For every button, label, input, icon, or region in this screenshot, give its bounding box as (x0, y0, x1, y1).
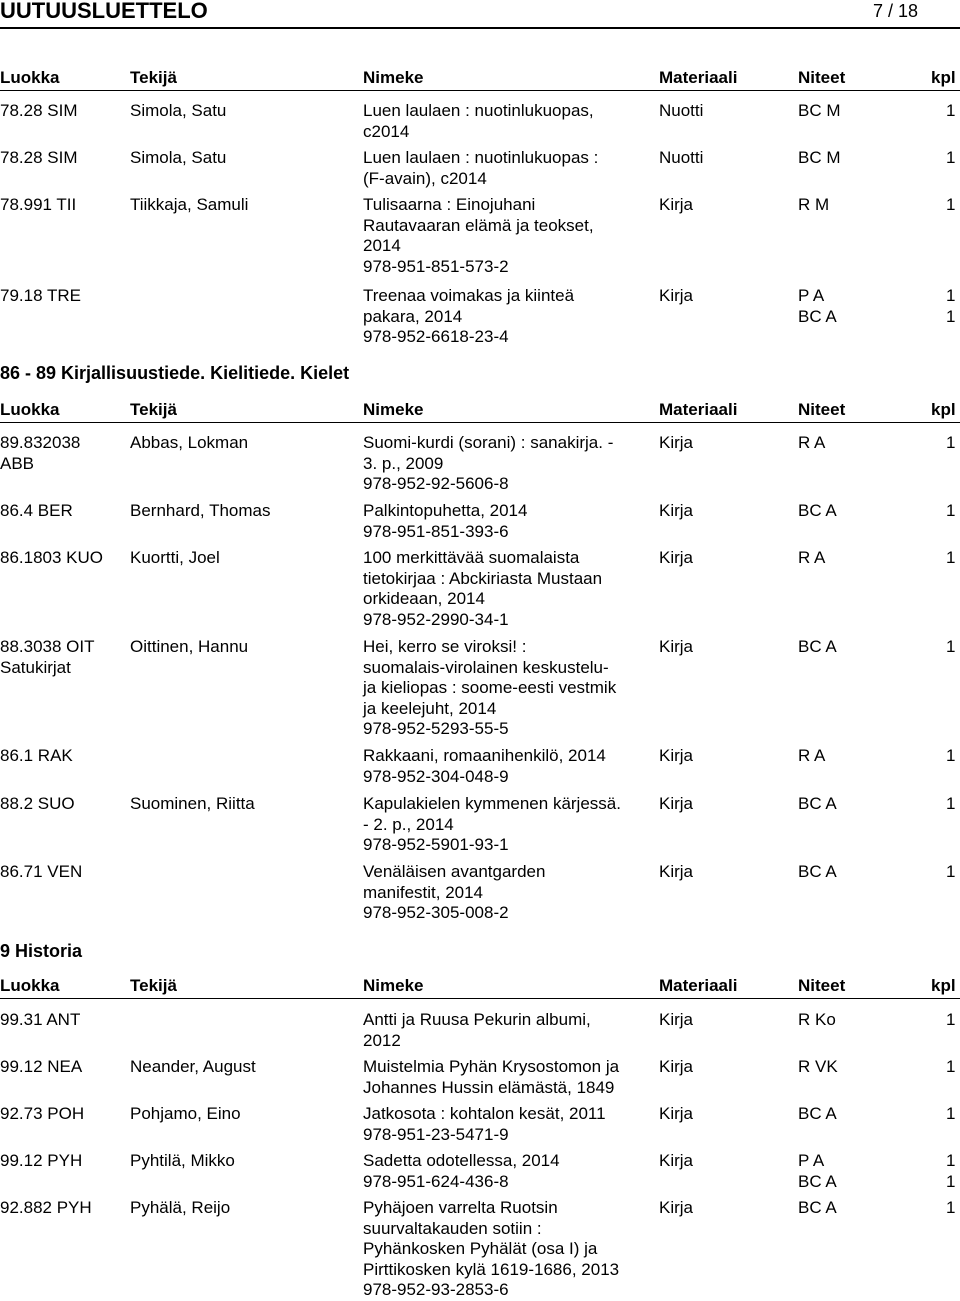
entry-luokka (0, 548, 103, 569)
entry-kpl-line: 1 (946, 1151, 956, 1170)
entry-luokka-line: 92.73 POH (0, 1104, 85, 1123)
entry-niteet (798, 433, 825, 454)
entry-niteet (798, 1010, 836, 1031)
entry-kpl-line: 1 (946, 1010, 956, 1029)
header-divider (0, 422, 960, 423)
page-number: 7 / 18 (872, 1, 918, 21)
entry-kpl-line: 1 (946, 306, 956, 326)
entry-kpl-line: 1 (946, 501, 956, 520)
column-header-niteet: Niteet (798, 68, 846, 87)
column-header-materiaali: Materiaali (659, 68, 738, 87)
column-header-row (0, 400, 960, 420)
entry-nimeke-line: Johannes Hussin elämästä, 1849 (363, 1077, 615, 1097)
entry-materiaali: Kirja (659, 862, 694, 881)
entry-nimeke-line: pakara, 2014 (363, 306, 463, 326)
entry-kpl (946, 746, 955, 767)
entry-kpl (946, 101, 955, 122)
entry-nimeke (363, 1198, 619, 1301)
entry-kpl (946, 433, 955, 454)
entry-nimeke-line: 978-952-93-2853-6 (363, 1280, 509, 1300)
entry-kpl (946, 1198, 955, 1219)
entry-niteet (798, 794, 837, 815)
entry-materiaali: Kirja (659, 1151, 694, 1170)
entry-nimeke-line: tietokirjaa : Abckiriasta Mustaan (363, 568, 603, 588)
entry-niteet-line: BC A (798, 501, 837, 520)
entry-materiaali: Nuotti (659, 101, 704, 120)
entry-niteet-line: R A (798, 746, 826, 765)
column-header-kpl: kpl (931, 68, 956, 87)
entry-nimeke (363, 433, 613, 495)
entry-nimeke (363, 195, 594, 277)
entry-nimeke-line: c2014 (363, 121, 410, 141)
entry-kpl-line: 1 (946, 101, 956, 120)
column-header-row (0, 976, 960, 996)
entry-niteet-line: BC A (798, 862, 837, 881)
entry-materiaali: Kirja (659, 548, 694, 567)
entry-nimeke-line: Rakkaani, romaanihenkilö, 2014 (363, 746, 606, 765)
entry-luokka (0, 1104, 84, 1125)
entry-tekija: Pyhtilä, Mikko (130, 1151, 235, 1170)
entry-kpl (946, 794, 955, 815)
entry-nimeke-line: Palkintopuhetta, 2014 (363, 501, 528, 520)
column-header-luokka: Luokka (0, 68, 60, 87)
entry-niteet-line: R A (798, 548, 826, 567)
column-header-luokka: Luokka (0, 976, 60, 995)
entry-tekija: Kuortti, Joel (130, 548, 220, 567)
entry-luokka-line: 92.882 PYH (0, 1198, 92, 1217)
entry-niteet (798, 1151, 837, 1192)
entry-niteet (798, 746, 825, 767)
entry-nimeke-line: 978-952-304-048-9 (363, 766, 509, 786)
entry-nimeke (363, 1104, 606, 1145)
entry-luokka-line: 99.31 ANT (0, 1010, 81, 1029)
entry-kpl-line: 1 (946, 1057, 956, 1076)
entry-nimeke-line: 978-952-92-5606-8 (363, 474, 509, 494)
entry-kpl (946, 501, 955, 522)
entry-niteet-line: BC A (798, 794, 837, 813)
entry-nimeke-line: Sadetta odotellessa, 2014 (363, 1151, 560, 1170)
entry-kpl (946, 548, 955, 569)
entry-nimeke-line: Pyhänkosken Pyhälät (osa I) ja (363, 1239, 598, 1259)
entry-niteet-line: BC A (798, 1171, 837, 1191)
entry-luokka (0, 195, 76, 216)
entry-nimeke (363, 148, 598, 189)
entry-nimeke-line: - 2. p., 2014 (363, 814, 454, 834)
entry-kpl (946, 1104, 955, 1125)
column-header-niteet: Niteet (798, 976, 846, 995)
entry-luokka (0, 1010, 80, 1031)
column-header-niteet: Niteet (798, 400, 846, 419)
entry-nimeke-line: Luen laulaen : nuotinlukuopas : (363, 148, 599, 167)
entry-nimeke-line: Suomi-kurdi (sorani) : sanakirja. - (363, 433, 614, 452)
entry-nimeke-line: Venäläisen avantgarden (363, 862, 546, 881)
entry-materiaali: Kirja (659, 501, 694, 520)
entry-nimeke-line: Kapulakielen kymmenen kärjessä. (363, 794, 621, 813)
entry-nimeke-line: suomalais-virolainen keskustelu- (363, 657, 609, 677)
entry-luokka-line: 86.4 BER (0, 501, 73, 520)
page-title: UUTUUSLUETTELO (0, 0, 208, 23)
entry-luokka-line: 89.832038 (0, 433, 81, 452)
entry-luokka (0, 862, 82, 883)
entry-niteet-line: BC A (798, 306, 837, 326)
entry-nimeke (363, 862, 545, 924)
entry-niteet (798, 862, 837, 883)
entry-niteet (798, 101, 841, 122)
title-divider (0, 27, 960, 29)
entry-nimeke-line: manifestit, 2014 (363, 882, 484, 902)
entry-luokka-line: 78.28 SIM (0, 101, 78, 120)
header-divider (0, 998, 960, 999)
entry-nimeke-line: 978-951-624-436-8 (363, 1171, 509, 1191)
column-header-nimeke: Nimeke (363, 400, 424, 419)
entry-luokka-line: 78.28 SIM (0, 148, 78, 167)
entry-kpl (946, 148, 955, 169)
column-header-row (0, 68, 960, 88)
column-header-tekija: Tekijä (130, 68, 177, 87)
entry-tekija: Simola, Satu (130, 148, 227, 167)
entry-tekija: Bernhard, Thomas (130, 501, 271, 520)
entry-luokka (0, 746, 73, 767)
entry-luokka (0, 1198, 92, 1219)
entry-nimeke-line: Jatkosota : kohtalon kesät, 2011 (363, 1104, 606, 1123)
entry-niteet (798, 1104, 837, 1125)
entry-niteet-line: P A (798, 1151, 825, 1170)
entry-materiaali: Kirja (659, 746, 694, 765)
entry-kpl (946, 1057, 955, 1078)
entry-luokka (0, 637, 95, 678)
entry-materiaali: Kirja (659, 794, 694, 813)
column-header-materiaali: Materiaali (659, 976, 738, 995)
entry-luokka-line: ABB (0, 453, 35, 473)
entry-kpl (946, 637, 955, 658)
entry-nimeke-line: Antti ja Ruusa Pekurin albumi, (363, 1010, 591, 1029)
entry-kpl-line: 1 (946, 637, 956, 656)
column-header-kpl: kpl (931, 400, 956, 419)
entry-nimeke-line: 978-952-2990-34-1 (363, 609, 509, 629)
entry-materiaali: Kirja (659, 1010, 694, 1029)
entry-nimeke (363, 637, 616, 740)
entry-materiaali: Nuotti (659, 148, 704, 167)
column-header-tekija: Tekijä (130, 976, 177, 995)
entry-kpl-line: 1 (946, 195, 956, 214)
entry-niteet (798, 1198, 837, 1219)
entry-nimeke-line: ja kieliopas : soome-eesti vestmik (363, 678, 617, 698)
entry-nimeke-line: Muistelmia Pyhän Krysostomon ja (363, 1057, 620, 1076)
entry-nimeke-line: Hei, kerro se viroksi! : (363, 637, 527, 656)
entry-materiaali: Kirja (659, 1198, 694, 1217)
section-title: 9 Historia (0, 941, 83, 961)
entry-nimeke-line: 100 merkittävää suomalaista (363, 548, 580, 567)
entry-tekija: Pohjamo, Eino (130, 1104, 241, 1123)
entry-niteet-line: BC A (798, 1104, 837, 1123)
entry-niteet (798, 148, 841, 169)
entry-nimeke-line: 2014 (363, 236, 401, 256)
entry-kpl-line: 1 (946, 862, 956, 881)
entry-kpl-line: 1 (946, 1171, 956, 1191)
entry-nimeke (363, 1057, 619, 1098)
entry-tekija: Oittinen, Hannu (130, 637, 249, 656)
column-header-tekija: Tekijä (130, 400, 177, 419)
column-header-kpl: kpl (931, 976, 956, 995)
entry-luokka-line: 88.3038 OIT (0, 637, 95, 656)
entry-nimeke-line: 3. p., 2009 (363, 453, 444, 473)
entry-niteet-line: R VK (798, 1057, 838, 1076)
entry-nimeke-line: Treenaa voimakas ja kiinteä (363, 286, 575, 305)
entry-nimeke-line: Rautavaaran elämä ja teokset, (363, 215, 594, 235)
entry-nimeke-line: 2012 (363, 1030, 401, 1050)
entry-kpl (946, 1010, 955, 1031)
entry-luokka-line: 86.1803 KUO (0, 548, 104, 567)
entry-luokka (0, 1057, 82, 1078)
entry-nimeke (363, 1010, 591, 1051)
entry-niteet-line: BC M (798, 148, 841, 167)
header-divider (0, 90, 960, 91)
entry-kpl-line: 1 (946, 548, 956, 567)
entry-nimeke-line: 978-951-23-5471-9 (363, 1124, 509, 1144)
entry-nimeke-line: Pirttikosken kylä 1619-1686, 2013 (363, 1259, 620, 1279)
entry-nimeke-line: Luen laulaen : nuotinlukuopas, (363, 101, 594, 120)
column-header-nimeke: Nimeke (363, 976, 424, 995)
entry-kpl-line: 1 (946, 433, 956, 452)
entry-materiaali: Kirja (659, 286, 694, 305)
entry-niteet (798, 548, 825, 569)
column-header-nimeke: Nimeke (363, 68, 424, 87)
entry-luokka (0, 433, 80, 474)
entry-nimeke-line: 978-951-851-573-2 (363, 256, 509, 276)
entry-materiaali: Kirja (659, 1057, 694, 1076)
entry-niteet-line: BC A (798, 637, 837, 656)
entry-niteet-line: BC A (798, 1198, 837, 1217)
entry-niteet-line: P A (798, 286, 825, 305)
entry-kpl-line: 1 (946, 286, 956, 305)
entry-luokka (0, 794, 75, 815)
entry-niteet (798, 501, 837, 522)
entry-niteet-line: R M (798, 195, 830, 214)
entry-niteet-line: R A (798, 433, 826, 452)
entry-luokka-line: 99.12 PYH (0, 1151, 83, 1170)
entry-luokka-line: 86.1 RAK (0, 746, 73, 765)
entry-tekija: Neander, August (130, 1057, 256, 1076)
entry-materiaali: Kirja (659, 1104, 694, 1123)
entry-luokka-line: 78.991 TII (0, 195, 77, 214)
entry-tekija: Pyhälä, Reijo (130, 1198, 231, 1217)
entry-nimeke-line: Tulisaarna : Einojuhani (363, 195, 536, 214)
entry-niteet (798, 286, 837, 327)
entry-nimeke (363, 286, 574, 348)
entry-materiaali: Kirja (659, 433, 694, 452)
entry-luokka-line: 79.18 TRE (0, 286, 81, 305)
entry-tekija: Abbas, Lokman (130, 433, 249, 452)
entry-nimeke (363, 794, 621, 856)
entry-niteet (798, 1057, 838, 1078)
entry-nimeke (363, 548, 602, 630)
entry-luokka (0, 286, 81, 307)
entry-niteet-line: BC M (798, 101, 841, 120)
entry-luokka-line: 99.12 NEA (0, 1057, 83, 1076)
entry-luokka-line: 86.71 VEN (0, 862, 83, 881)
entry-kpl (946, 286, 955, 327)
entry-niteet-line: R Ko (798, 1010, 836, 1029)
entry-tekija: Suominen, Riitta (130, 794, 255, 813)
entry-luokka (0, 501, 73, 522)
entry-tekija: Simola, Satu (130, 101, 227, 120)
column-header-luokka: Luokka (0, 400, 60, 419)
entry-nimeke-line: 978-952-5901-93-1 (363, 835, 509, 855)
entry-nimeke (363, 101, 594, 142)
entry-materiaali: Kirja (659, 637, 694, 656)
entry-luokka (0, 101, 78, 122)
entry-kpl-line: 1 (946, 746, 956, 765)
entry-luokka-line: 88.2 SUO (0, 794, 75, 813)
entry-tekija: Tiikkaja, Samuli (130, 195, 249, 214)
entry-luokka (0, 1151, 82, 1172)
entry-kpl (946, 1151, 955, 1192)
section-title: 86 - 89 Kirjallisuustiede. Kielitiede. Kielet (0, 363, 350, 383)
entry-nimeke-line: 978-952-5293-55-5 (363, 719, 509, 739)
entry-kpl (946, 195, 955, 216)
entry-nimeke-line: 978-952-305-008-2 (363, 903, 509, 923)
entry-kpl-line: 1 (946, 1198, 956, 1217)
entry-kpl-line: 1 (946, 1104, 956, 1123)
entry-nimeke-line: Pyhäjoen varrelta Ruotsin (363, 1198, 558, 1217)
entry-nimeke-line: (F-avain), c2014 (363, 168, 487, 188)
entry-kpl-line: 1 (946, 148, 956, 167)
entry-nimeke (363, 746, 606, 787)
entry-luokka-line: Satukirjat (0, 657, 71, 677)
entry-nimeke-line: ja keelejuht, 2014 (363, 698, 497, 718)
entry-luokka (0, 148, 78, 169)
entry-materiaali: Kirja (659, 195, 694, 214)
entry-nimeke-line: suurvaltakauden sotiin : (363, 1218, 542, 1238)
entry-niteet (798, 195, 829, 216)
column-header-materiaali: Materiaali (659, 400, 738, 419)
entry-kpl (946, 862, 955, 883)
entry-nimeke-line: 978-952-6618-23-4 (363, 327, 509, 347)
entry-niteet (798, 637, 837, 658)
entry-kpl-line: 1 (946, 794, 956, 813)
entry-nimeke (363, 501, 527, 542)
entry-nimeke-line: 978-951-851-393-6 (363, 521, 509, 541)
entry-nimeke-line: orkideaan, 2014 (363, 589, 485, 609)
entry-nimeke (363, 1151, 560, 1192)
